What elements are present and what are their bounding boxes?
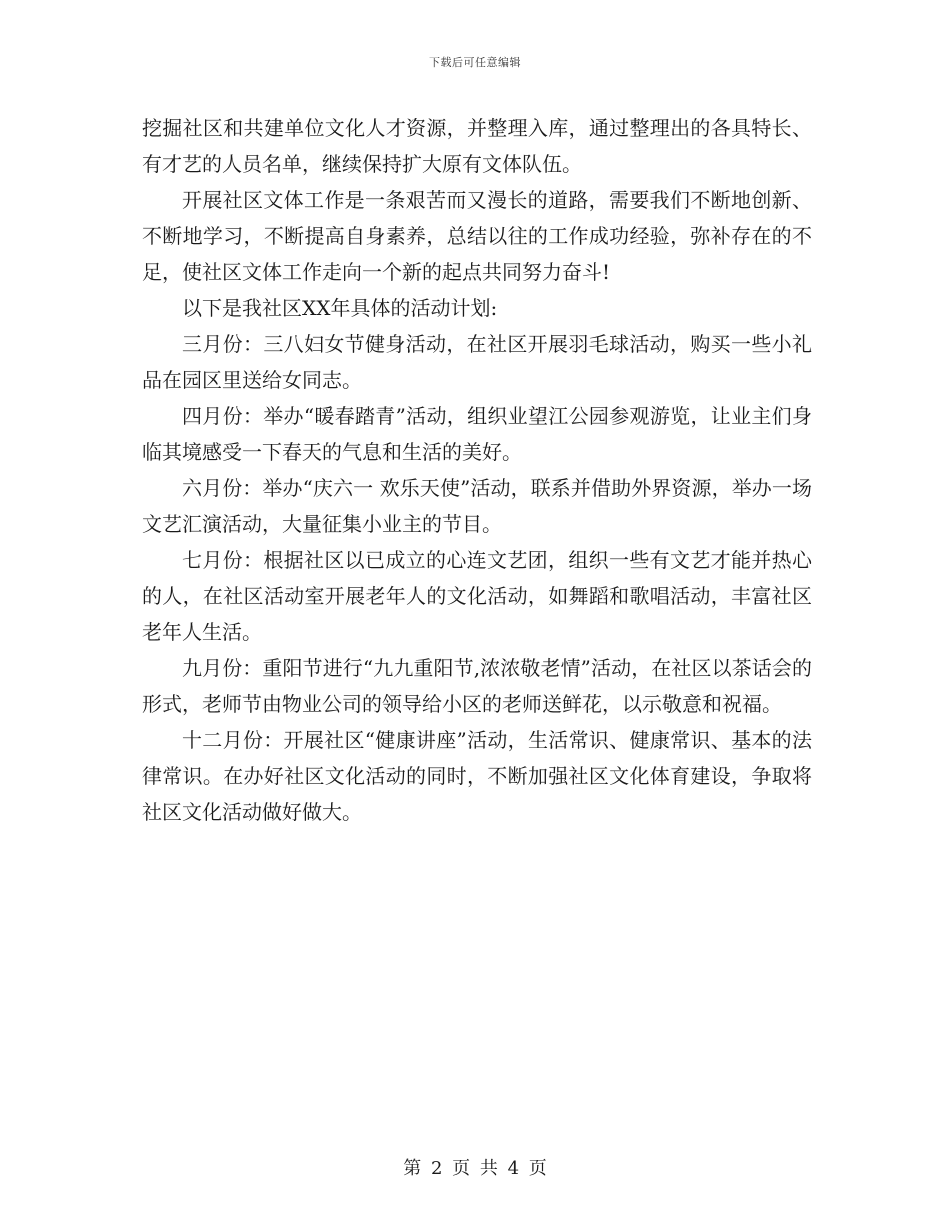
page-number: 第 2 页 共 4 页 [403, 1158, 547, 1179]
paragraph-march: 三月份：三八妇女节健身活动，在社区开展羽毛球活动，购买一些小礼品在园区里送给女同志。 [142, 332, 812, 392]
paragraph-july: 七月份：根据社区以已成立的心连文艺团，组织一些有文艺才能并热心的人，在社区活动室开展老年人的文化活动，如舞蹈和歌唱活动，丰富社区老年人生活。 [142, 548, 812, 644]
paragraph-plan-intro: 以下是我社区XX年具体的活动计划: [182, 296, 498, 320]
paragraph-september: 九月份：重阳节进行“九九重阳节,浓浓敬老情”活动，在社区以茶话会的形式，老师节由物业公司的领导给小区的老师送鲜花，以示敬意和祝福。 [142, 656, 812, 716]
paragraph-june: 六月份：举办“庆六一 欢乐天使”活动，联系并借助外界资源，举办一场文艺汇演活动，大量征集小业主的节目。 [142, 476, 812, 536]
document-body [142, 110, 812, 830]
paragraph-talent-resources: 挖掘社区和共建单位文化人才资源，并整理入库，通过整理出的各具特长、有才艺的人员名单，继续保持扩大原有文体队伍。 [142, 116, 812, 176]
page-header: 下载后可任意编辑 [429, 56, 521, 69]
paragraph-december: 十二月份：开展社区“健康讲座”活动，生活常识、健康常识、基本的法律常识。在办好社区文化活动的同时，不断加强社区文化体育建设，争取将社区文化活动做好做大。 [142, 728, 812, 824]
paragraph-work-summary: 开展社区文体工作是一条艰苦而又漫长的道路，需要我们不断地创新、不断地学习，不断提高自身素养，总结以往的工作成功经验，弥补存在的不足，使社区文体工作走向一个新的起点共同努力奋斗! [142, 188, 812, 284]
paragraph-april: 四月份：举办“暖春踏青”活动，组织业望江公园参观游览，让业主们身临其境感受一下春天的气息和生活的美好。 [142, 404, 812, 464]
